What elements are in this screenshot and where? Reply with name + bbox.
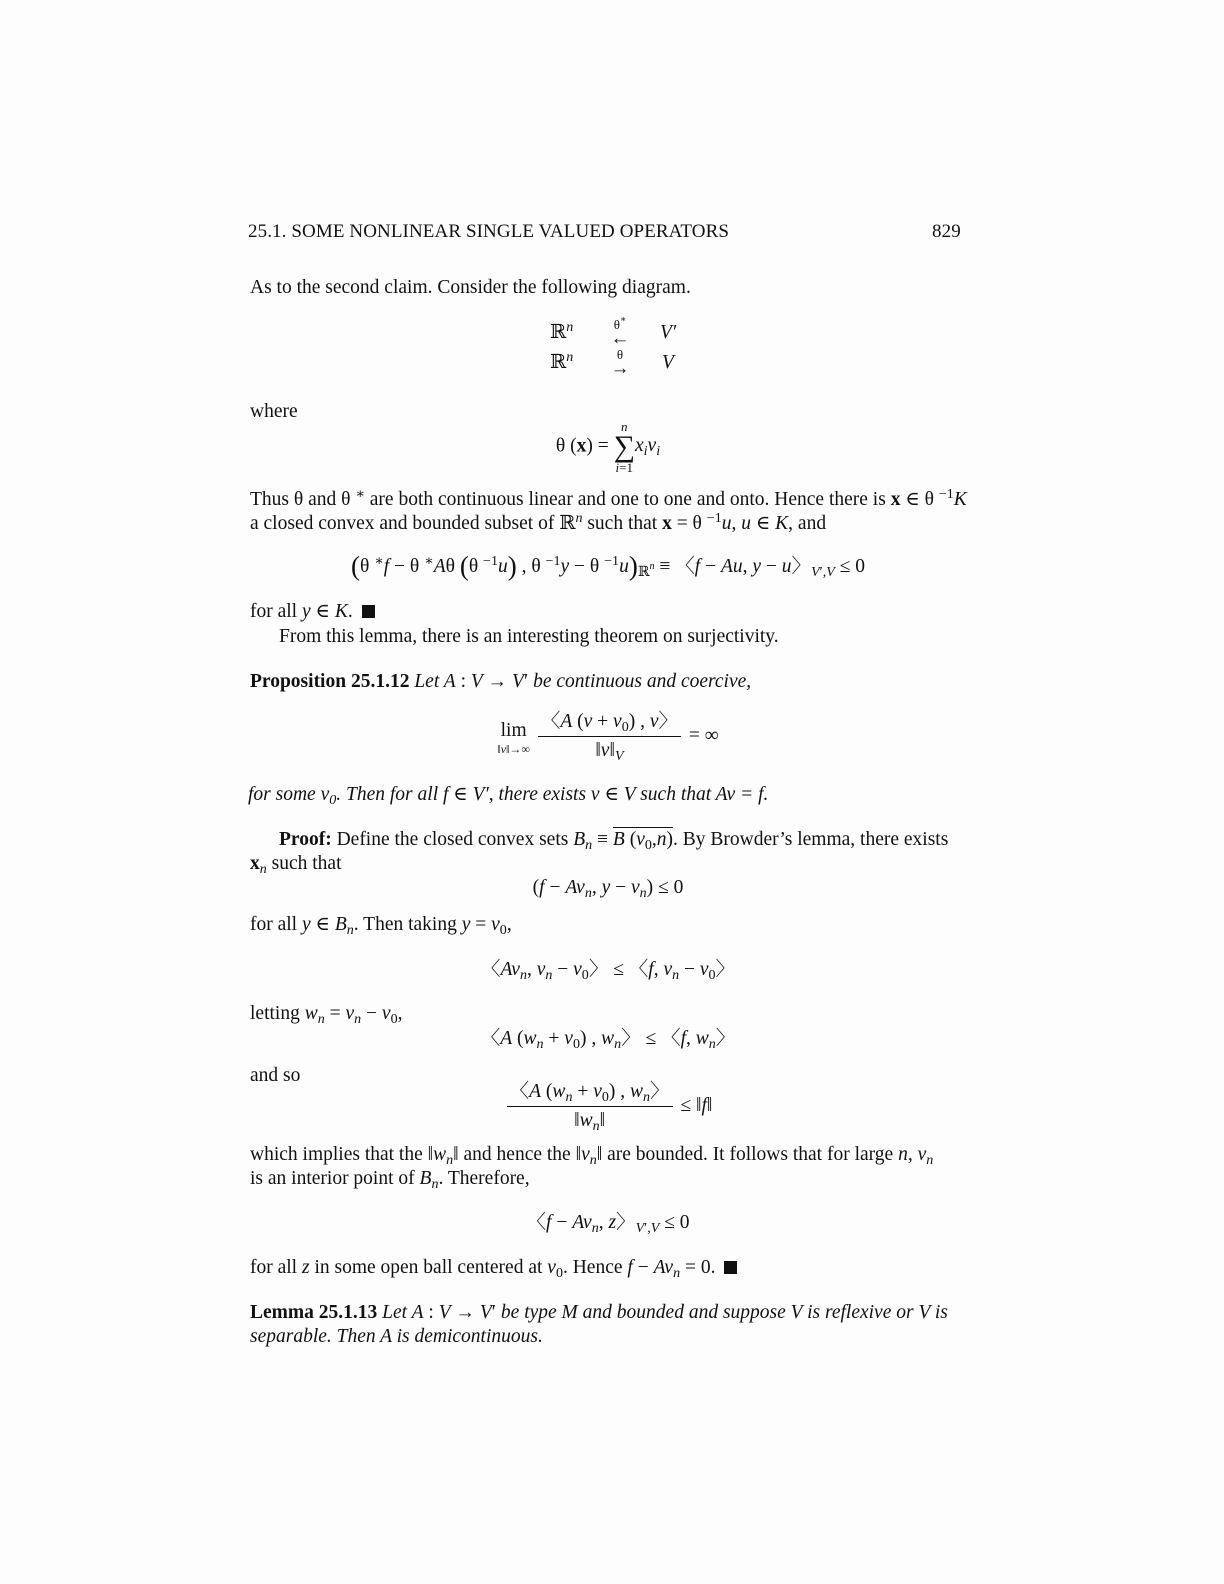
running-header: 25.1. SOME NONLINEAR SINGLE VALUED OPERATORS [248, 221, 730, 242]
diagram-top-arrow: θ∗ ← [610, 315, 630, 349]
diagram-top-right: V′ [660, 322, 677, 343]
proof-line-2: $x_n$ such that [250, 853, 342, 877]
lemma-statement-line-2: separable. Then A is demicontinuous. [250, 1326, 543, 1347]
diagram-top-left: ℝ$^n$ [550, 319, 574, 343]
inequality-taking-v0: 〈$Av_n$, $v_n - v_0$〉 ≤ 〈f, $v_n - v_0$〉 [480, 959, 736, 983]
implies-line-1: which implies that the $‖w_n‖$ and hence the $‖v_n‖$ are bounded. It follows that for large n, $v_n$ [250, 1144, 934, 1168]
proof-line-1: Proof: Define the closed convex sets $B_n \equiv B$ $(v_0,n)$. By Browder’s lemma, there exists [279, 829, 949, 853]
diagram-bottom-arrow: θ → [610, 347, 630, 379]
theta-definition-equation: θ (x) = n ∑ i=1 $x_iv_i$ [555, 419, 661, 475]
coercivity-equation: lim ‖v‖→∞ $\frac{〈A (v + v_0) , v〉}{‖v‖_V}$ = ∞ [497, 711, 719, 764]
lemma-intro-line: From this lemma, there is an interesting theorem on surjectivity. [279, 626, 779, 647]
commutative-diagram [550, 315, 677, 379]
implies-line-2: is an interior point of $B_n$. Therefore, [250, 1168, 530, 1192]
proposition-conclusion: for some $v_0$. Then for all f ∈ V′, there exists v ∈ V such that Av = f. [248, 784, 769, 808]
inequality-w-n: 〈A $(w_n + v_0)$ , $w_n$〉 ≤ 〈f, $w_n$〉 [480, 1028, 736, 1052]
variational-inequality-equation: (θ ∗f − θ ∗Aθ (θ $^{-1}$u) , θ $^{-1}$y − θ $^{-1}u)_{ℝ^n}$ ≡ 〈f − Au, y − u〉$_{V',V}$ ≤ 0 [350, 551, 865, 581]
final-line: for all z in some open ball centered at $v_0$. Hence $f - Av_n = 0$. [250, 1256, 737, 1280]
thus-line-2: a closed convex and bounded subset of ℝ$^n$ such that x = θ $^{-1}$u, u ∈ K, and [250, 510, 827, 534]
proposition-statement: Proposition 25.1.12 Let A : V → V′ be continuous and coercive, [250, 671, 752, 692]
diagram-bottom-right: V [662, 352, 674, 373]
browder-inequality: ($f - Av_n$, $y - v_n) \le 0$ [532, 877, 684, 901]
letting-line: letting $w_n = v_n - v_0$, [250, 1003, 403, 1027]
page-number: 829 [932, 221, 961, 242]
where-label: where [250, 401, 298, 422]
then-taking-line: for all y ∈ $B_n$. Then taking $y = v_0$, [250, 914, 512, 938]
dual-pairing-inequality: 〈$f - Av_n$, z〉$_{V',V}$ ≤ 0 [526, 1212, 690, 1236]
qed-square [362, 605, 375, 618]
intro-paragraph: As to the second claim. Consider the following diagram. [250, 277, 691, 298]
diagram-bottom-left: ℝ$^n$ [550, 349, 574, 373]
and-so-label: and so [250, 1065, 301, 1086]
bounded-fraction-inequality: $\frac{〈A (w_n + v_0) , w_n〉}{‖w_n‖}$ ≤ ‖f‖ [250, 1080, 966, 1133]
qed-square [724, 1261, 737, 1274]
thus-line-1: Thus θ and θ ∗ are both continuous linear and one to one and onto. Hence there is x ∈ θ $^{-1}$K [250, 486, 967, 510]
lemma-statement-line-1: Lemma 25.1.13 Let A : V → V′ be type M and bounded and suppose V is reflexive or V is [250, 1302, 948, 1323]
for-all-K-line: for all y ∈ K. [250, 600, 375, 624]
